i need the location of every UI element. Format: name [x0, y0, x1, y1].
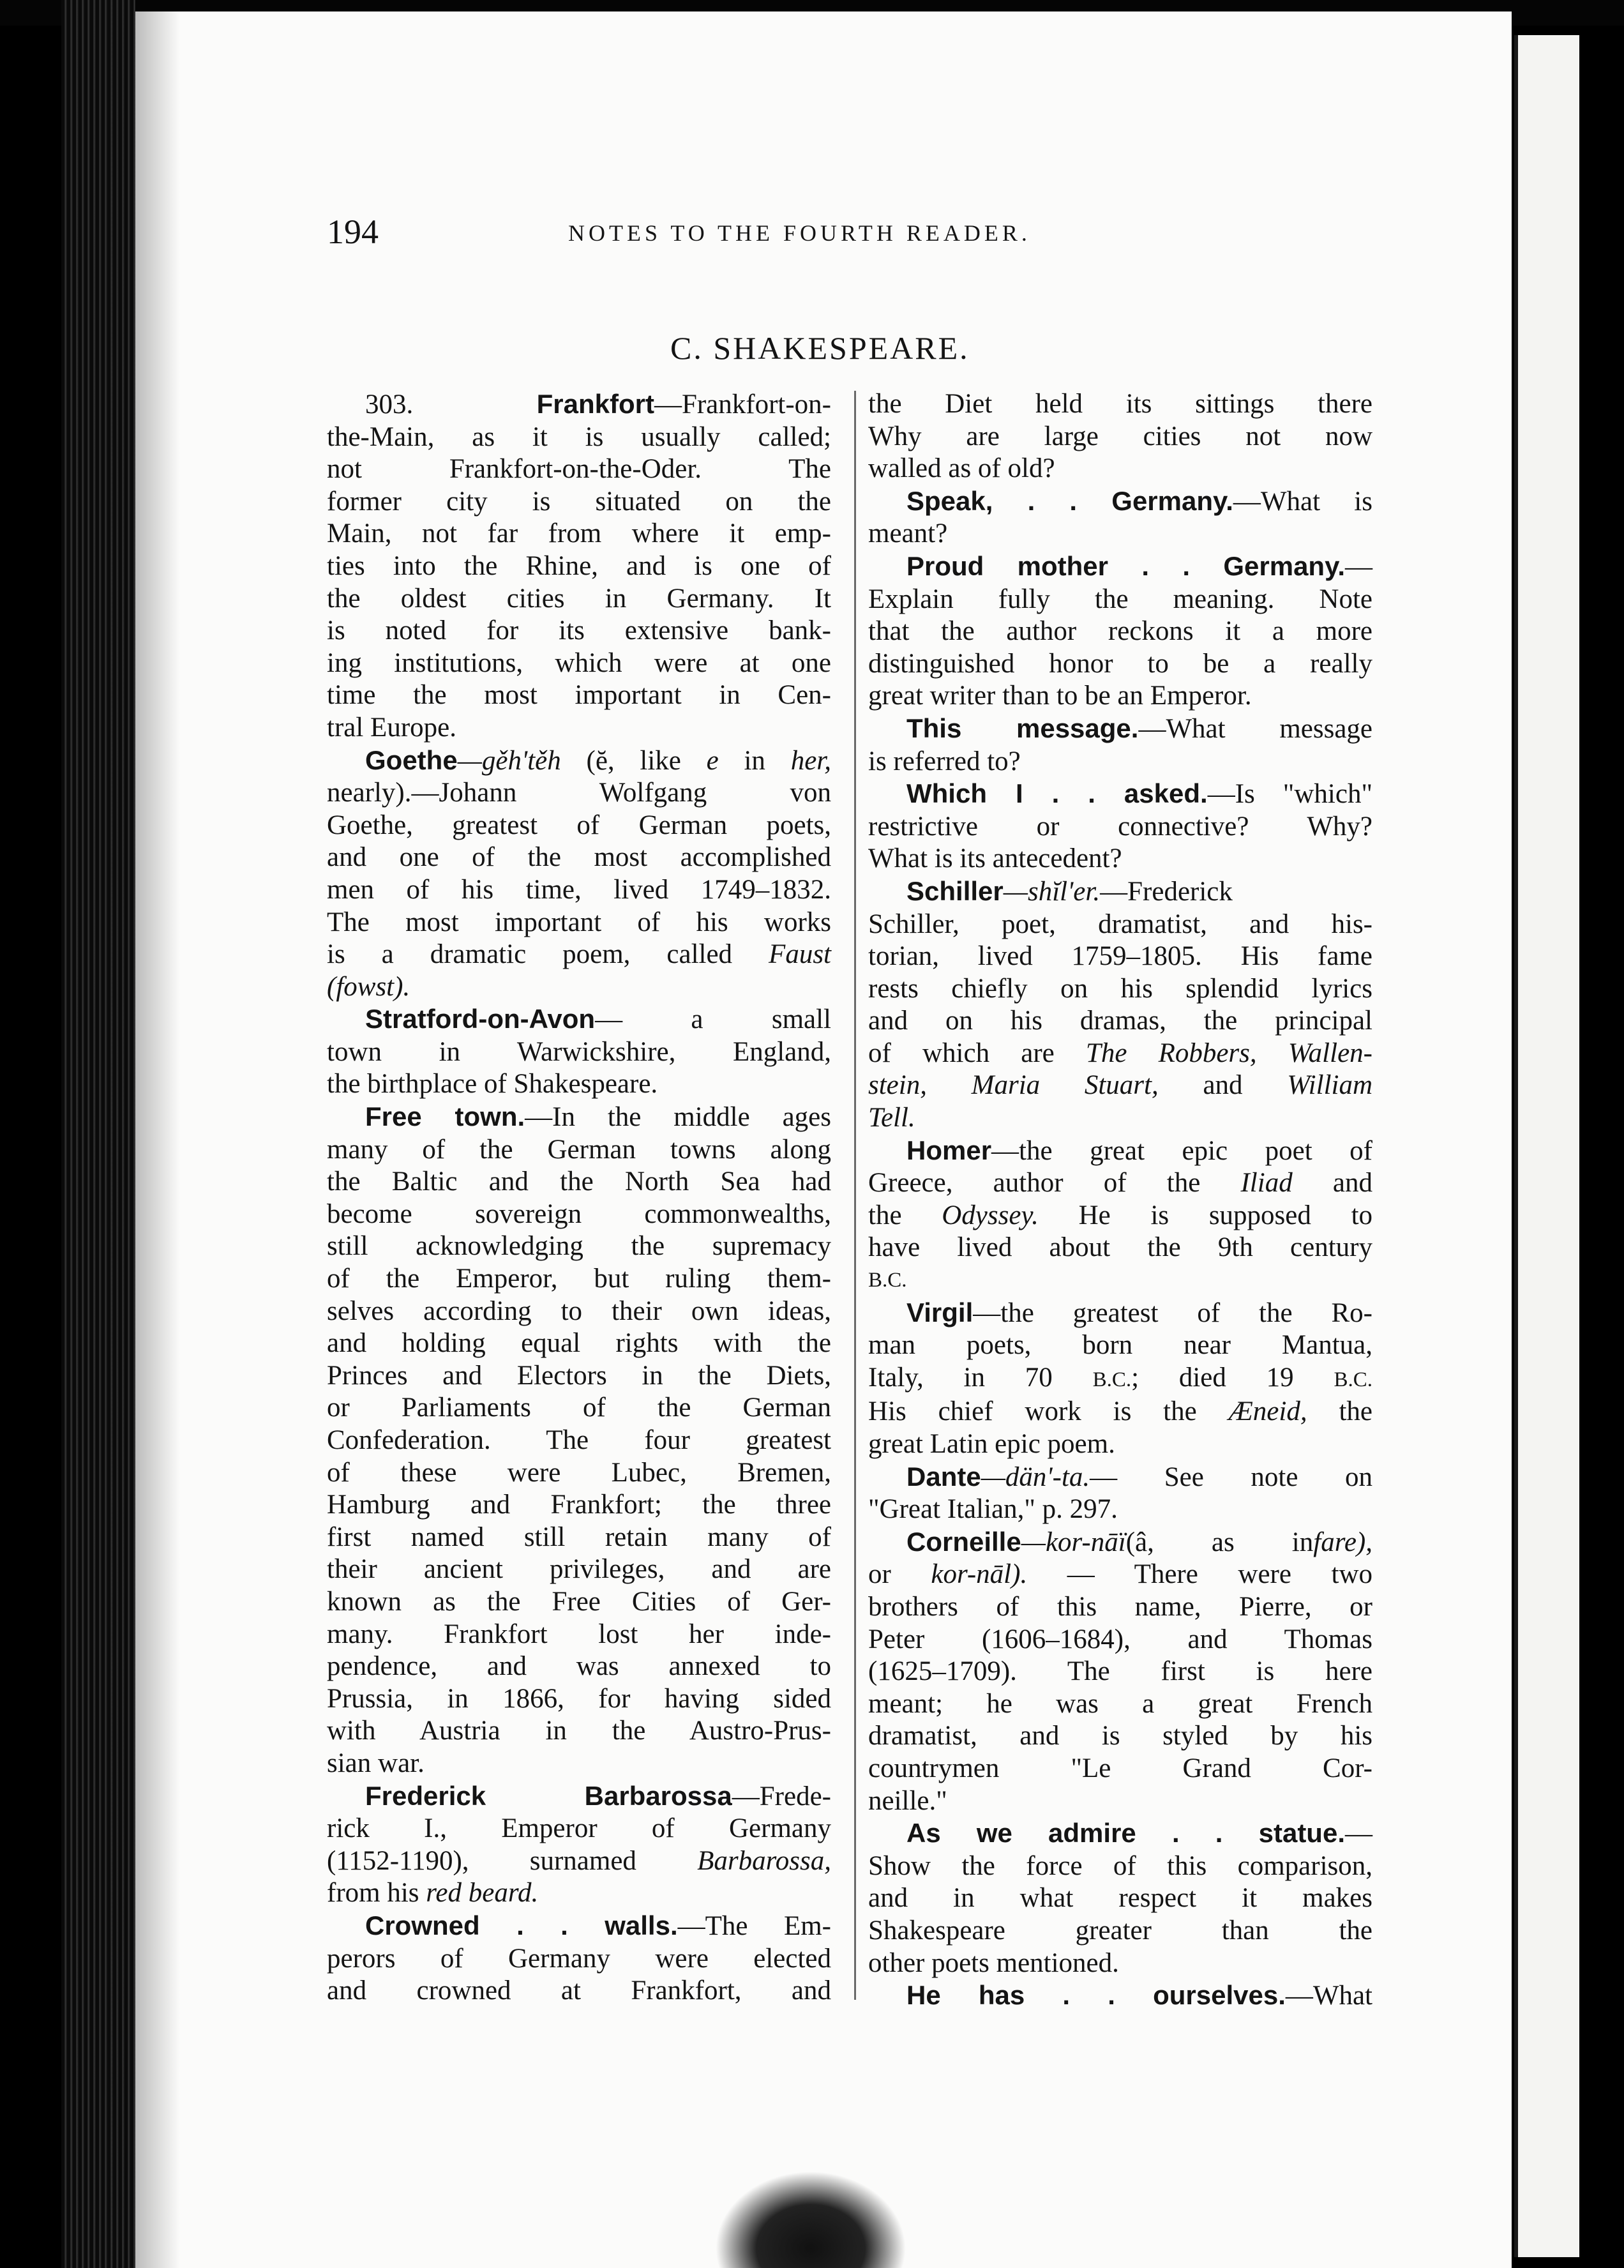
entry-text: is a dramatic poem, called	[327, 939, 733, 970]
entry-text: (â, as in	[1125, 1527, 1314, 1557]
entry-text: Greece, author of the	[868, 1168, 1201, 1198]
entry-line: brothers of this name, Pierre, or	[868, 1591, 1372, 1622]
entry-line: ties into the Rhine, and is one of	[327, 550, 831, 581]
entry-line: many of the German towns along	[327, 1134, 831, 1165]
entry-barbarossa	[327, 1780, 831, 1910]
entry-line: and one of the most accomplished	[327, 842, 831, 873]
entry-text: —What	[1285, 1981, 1372, 2011]
entry-line: many. Frankfort lost her inde-	[327, 1619, 831, 1649]
entry-text: —The Em-	[677, 1910, 831, 1941]
entry-corneille	[868, 1526, 1372, 1817]
entry-line: and in what respect it makes	[868, 1883, 1372, 1914]
entry-text: B.C.	[1334, 1368, 1373, 1391]
entry-term: Virgil	[906, 1297, 974, 1327]
entry-term: Homer	[906, 1135, 992, 1165]
entry-line: Explain fully the meaning. Note	[868, 584, 1372, 614]
entry-dante	[868, 1461, 1372, 1526]
entry-line: Princes and Electors in the Diets,	[327, 1360, 831, 1391]
entry-line: meant; he was a great French	[868, 1688, 1372, 1719]
entry-line: great writer than to be an Emperor.	[868, 681, 1252, 711]
entry-line: first named still retain many of	[327, 1522, 831, 1552]
work-title: William	[1287, 1070, 1373, 1101]
entry-text: —the great epic poet of	[991, 1135, 1372, 1166]
entry-term: This message.	[906, 713, 1139, 743]
entry-text: Italy, in 70	[868, 1362, 1053, 1393]
entry-line: walled as of old?	[868, 453, 1055, 484]
right-column	[868, 388, 1372, 2013]
entry-line: the oldest cities in Germany. It	[327, 583, 831, 614]
work-title: Faust	[769, 939, 831, 970]
pronunciation: —shĭl'er.	[1003, 876, 1101, 907]
entry-term: He has . . ourselves.	[906, 1980, 1286, 2011]
entry-term: Dante	[906, 1461, 981, 1492]
entry-homer	[868, 1135, 1372, 1297]
entry-line: Show the force of this comparison,	[868, 1850, 1372, 1881]
entry-schiller	[868, 875, 1372, 1135]
entry-line: become sovereign commonwealths,	[327, 1198, 831, 1229]
entry-term: Frankfort	[536, 389, 654, 419]
entry-line: of these were Lubec, Bremen,	[327, 1457, 831, 1488]
entry-line: with Austria in the Austro-Prus-	[327, 1716, 831, 1746]
entry-text: from his	[327, 1878, 419, 1909]
entry-term: Stratford-on-Avon	[365, 1004, 596, 1034]
entry-term: Goethe	[365, 745, 458, 775]
entry-he-has	[868, 1979, 1372, 2013]
entry-as-we-admire	[868, 1817, 1372, 1979]
entry-line: and holding equal rights with the	[327, 1328, 831, 1359]
work-title: stein, Maria Stuart,	[868, 1070, 1159, 1101]
entry-line: neille."	[868, 1785, 947, 1816]
entry-line: (1625–1709). The first is here	[868, 1656, 1372, 1687]
entry-term: Which I . . asked.	[906, 778, 1208, 809]
entry-line: nearly).—Johann Wolfgang von	[327, 778, 831, 808]
entry-line: distinguished honor to be a really	[868, 648, 1372, 679]
entry-text: or	[868, 1559, 891, 1590]
entry-line: perors of Germany were elected	[327, 1943, 831, 1974]
entry-line: B.C.	[868, 1269, 907, 1292]
entry-term: Frederick Barbarossa	[365, 1780, 732, 1811]
page-number: 194	[327, 213, 379, 251]
entry-which	[868, 778, 1372, 875]
entry-text: —What message	[1138, 713, 1372, 744]
scan-blot	[715, 2171, 906, 2268]
entry-term: Free town.	[365, 1101, 525, 1132]
entry-line: Schiller, poet, dramatist, and his-	[868, 909, 1372, 939]
entry-line: Why are large cities not now	[868, 421, 1372, 451]
entry-line: selves according to their own ideas,	[327, 1296, 831, 1326]
gutter-shadow	[135, 11, 180, 2268]
entry-line: Goethe, greatest of German poets,	[327, 810, 831, 840]
book-page-edges	[61, 0, 135, 2268]
entry-text: (1152-1190), surnamed	[327, 1845, 636, 1876]
entry-line: What is its antecedent?	[868, 843, 1122, 874]
entry-line: former city is situated on the	[327, 486, 831, 517]
pronunciation: kor-nāl).	[931, 1559, 1028, 1590]
entry-goethe	[327, 745, 831, 1004]
running-title: NOTES TO THE FOURTH READER.	[568, 220, 1031, 246]
entry-term: As we admire . . statue.	[906, 1818, 1345, 1848]
entry-term: Speak, . . Germany.	[906, 485, 1233, 516]
work-title: Æneid,	[1228, 1396, 1307, 1427]
entry-stratford	[327, 1003, 831, 1101]
entry-text: —Frederick	[1100, 876, 1233, 907]
section-title: C. SHAKESPEARE.	[670, 330, 970, 366]
entry-line: is referred to?	[868, 746, 1021, 776]
entry-text: — a small	[595, 1004, 831, 1035]
entry-text: e	[706, 745, 719, 776]
entry-frankfort	[327, 388, 831, 745]
entry-speak	[868, 485, 1372, 550]
entry-text: — There were two	[1067, 1559, 1373, 1590]
entry-continuation	[868, 388, 1372, 485]
column-divider	[854, 391, 856, 2000]
entry-line: and on his dramas, the principal	[868, 1006, 1372, 1036]
adjacent-page-edge	[1514, 35, 1579, 2257]
entry-line: meant?	[868, 518, 948, 549]
entry-line: ing institutions, which were at one	[327, 647, 831, 678]
entry-line: rests chiefly on his splendid lyrics	[868, 973, 1372, 1004]
pronunciation: —kor-nāï	[1021, 1527, 1126, 1557]
entry-line: have lived about the 9th century	[868, 1232, 1372, 1263]
entry-line: Main, not far from where it emp-	[327, 518, 831, 549]
work-title: Tell.	[868, 1103, 915, 1133]
entry-line: countrymen "Le Grand Cor-	[868, 1753, 1372, 1783]
entry-text: of which are	[868, 1038, 1055, 1068]
entry-text: —the greatest of the Ro-	[973, 1297, 1372, 1328]
entry-text: ; died 19	[1131, 1362, 1294, 1393]
entry-text: Barbarossa,	[697, 1845, 832, 1876]
entry-line: restrictive or connective? Why?	[868, 811, 1372, 842]
entry-text: red beard.	[426, 1878, 539, 1909]
entry-line: dramatist, and is styled by his	[868, 1721, 1372, 1751]
entry-line: is noted for its extensive bank-	[327, 616, 831, 646]
entry-text: and	[1203, 1070, 1243, 1101]
entry-term: Schiller	[906, 875, 1004, 906]
entry-number: 303.	[365, 389, 414, 420]
entry-line: the Baltic and the North Sea had	[327, 1167, 831, 1197]
entry-line: (fowst).	[327, 971, 410, 1002]
pronunciation: —dän'-ta.	[981, 1462, 1090, 1492]
entry-line: Confederation. The four greatest	[327, 1425, 831, 1455]
entry-line: The most important of his works	[327, 907, 831, 937]
entry-line: great Latin epic poem.	[868, 1429, 1115, 1459]
entry-line: Prussia, in 1866, for having sided	[327, 1683, 831, 1714]
entry-text: her,	[790, 745, 831, 776]
running-head	[327, 212, 1221, 250]
entry-line: time the most important in Cen-	[327, 680, 831, 711]
entry-free-town	[327, 1101, 831, 1780]
work-title: Odyssey.	[942, 1200, 1039, 1230]
pronunciation: —gěh'těh	[457, 745, 561, 776]
entry-text: —In the middle ages	[525, 1102, 831, 1133]
entry-term: Crowned . . walls.	[365, 1910, 678, 1940]
entry-text: He is supposed to	[1078, 1200, 1373, 1230]
entry-line: their ancient privileges, and are	[327, 1554, 831, 1585]
entry-line: that the author reckons it a more	[868, 616, 1372, 647]
entry-line: other poets mentioned.	[868, 1947, 1119, 1978]
entry-term: Proud mother . . Germany.	[906, 550, 1345, 581]
entry-text: the	[1339, 1396, 1372, 1427]
entry-text: (ĕ, like	[586, 745, 681, 776]
entry-text: —Frankfort-on-	[654, 389, 831, 420]
entry-line: still acknowledging the supremacy	[327, 1231, 831, 1262]
entry-line: town in Warwickshire, England,	[327, 1036, 831, 1067]
entry-proud-mother	[868, 550, 1372, 713]
entry-line: of the Emperor, but ruling them-	[327, 1264, 831, 1294]
entry-line: Hamburg and Frankfort; the three	[327, 1490, 831, 1520]
entry-text: —What is	[1233, 486, 1372, 517]
entry-line: pendence, and was annexed to	[327, 1651, 831, 1682]
entry-text: — See note on	[1090, 1462, 1372, 1492]
entry-line: not Frankfort-on-the-Oder. The	[327, 454, 831, 485]
entry-crowned	[327, 1910, 831, 2007]
left-column	[327, 388, 831, 2007]
entry-text: in	[744, 745, 765, 776]
entry-text: His chief work is the	[868, 1396, 1197, 1427]
entry-line: or Parliaments of the German	[327, 1393, 831, 1423]
entry-text: fare),	[1313, 1527, 1372, 1557]
entry-text: —	[1345, 1818, 1372, 1849]
entry-line: the Diet held its sittings there	[868, 389, 1372, 419]
entry-text: —Frede-	[732, 1781, 831, 1811]
entry-text: —Is "which"	[1207, 779, 1372, 810]
entry-line: the-Main, as it is usually called;	[327, 421, 831, 452]
entry-term: Corneille	[906, 1526, 1021, 1557]
entry-text: the	[868, 1200, 902, 1230]
entry-line: and crowned at Frankfort, and	[327, 1976, 831, 2006]
entry-line: man poets, born near Mantua,	[868, 1330, 1372, 1361]
entry-line: the birthplace of Shakespeare.	[327, 1069, 658, 1100]
entry-text: and	[1332, 1168, 1372, 1198]
work-title: Iliad	[1240, 1168, 1293, 1198]
entry-virgil	[868, 1297, 1372, 1461]
entry-line: men of his time, lived 1749–1832.	[327, 874, 831, 905]
work-title: The Robbers, Wallen-	[1085, 1038, 1372, 1068]
entry-line: torian, lived 1759–1805. His fame	[868, 941, 1372, 972]
entry-line: Peter (1606–1684), and Thomas	[868, 1624, 1372, 1654]
entry-line: tral Europe.	[327, 712, 456, 743]
entry-line: known as the Free Cities of Ger-	[327, 1586, 831, 1617]
entry-text: B.C.	[1092, 1368, 1132, 1391]
entry-text: —	[1345, 551, 1372, 582]
entry-line: rick I., Emperor of Germany	[327, 1813, 831, 1844]
entry-line: "Great Italian," p. 297.	[868, 1494, 1118, 1525]
entry-line: sian war.	[327, 1748, 425, 1778]
entry-line: Shakespeare greater than the	[868, 1915, 1372, 1946]
entry-this-message	[868, 713, 1372, 778]
